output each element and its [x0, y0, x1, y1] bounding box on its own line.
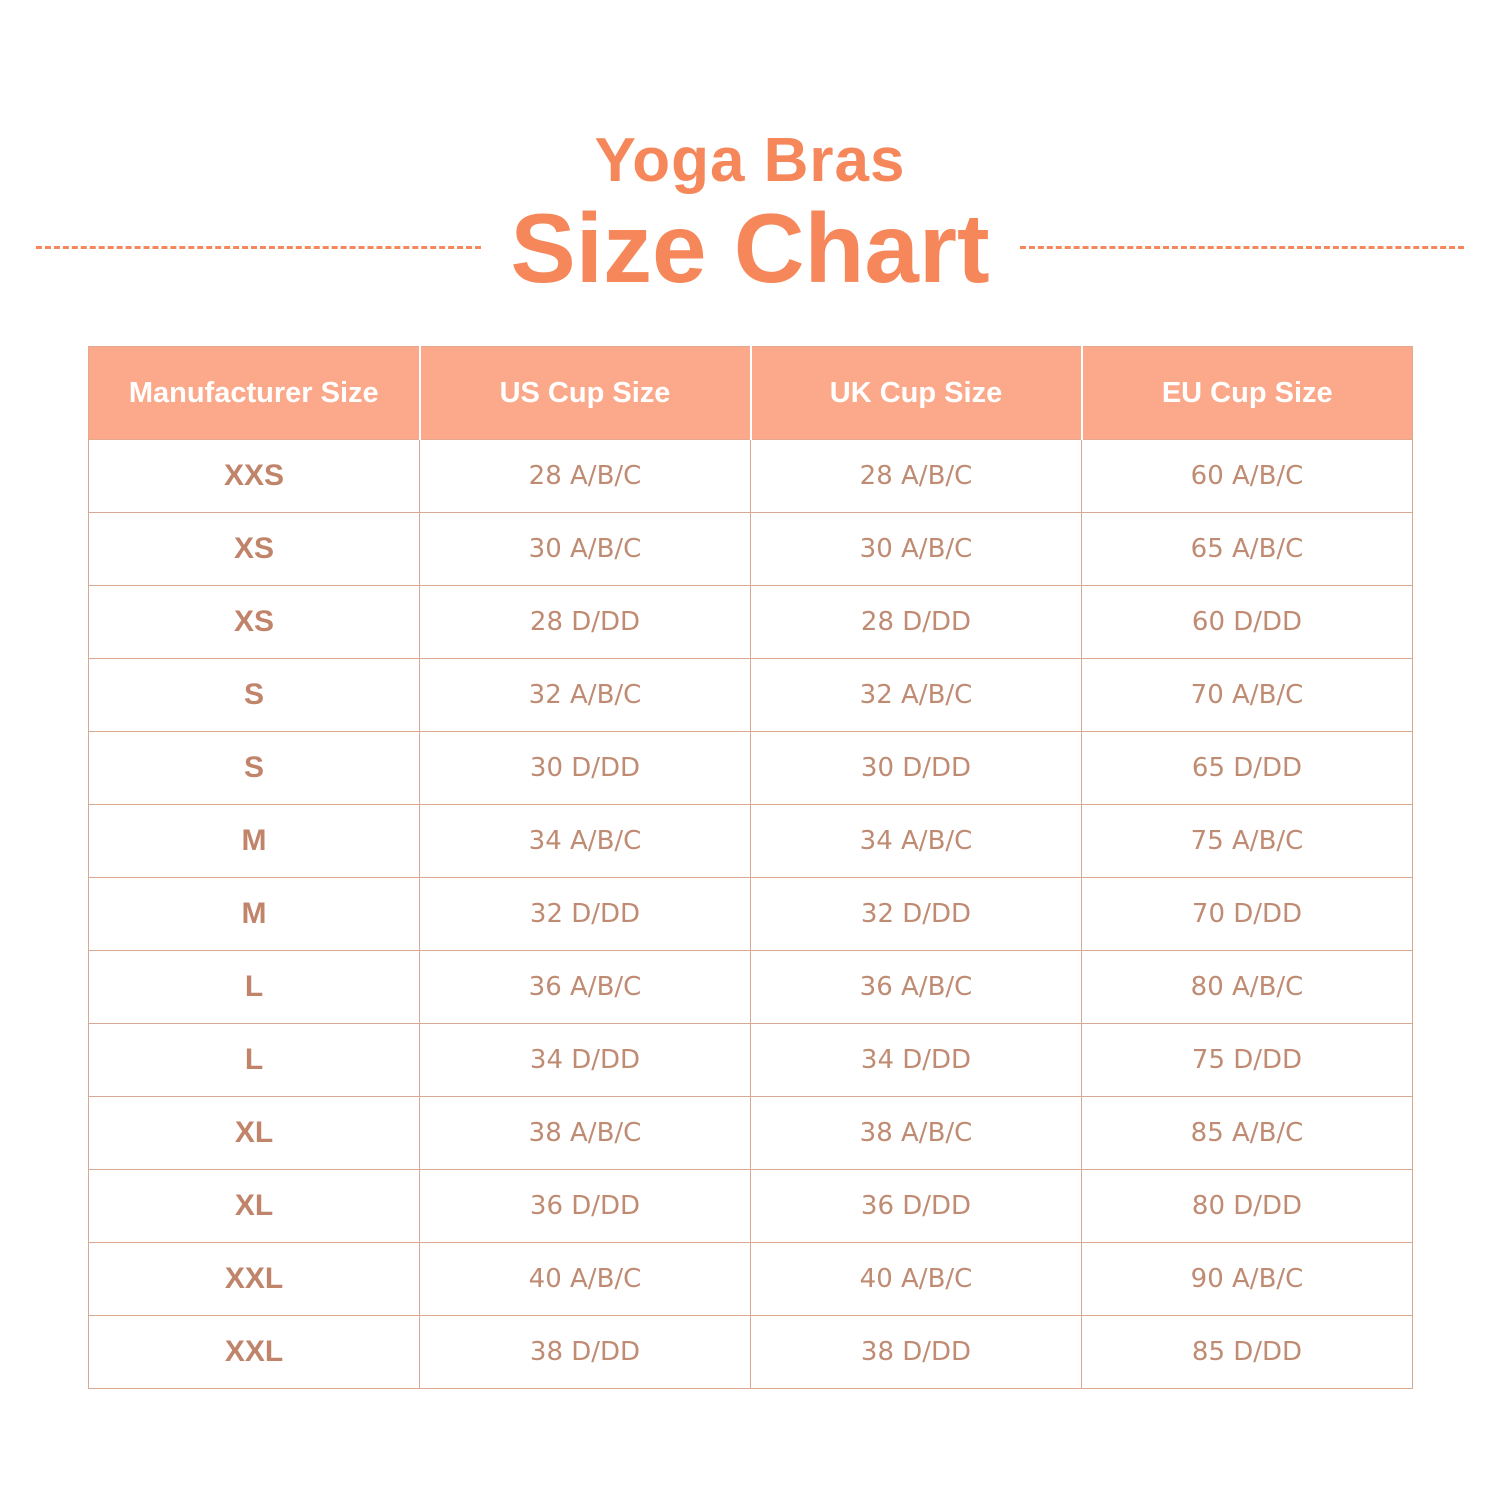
- eu-cup-size-cell: 85 D/DD: [1082, 1316, 1413, 1389]
- manufacturer-size-cell: M: [89, 805, 420, 878]
- table-row: [89, 878, 1413, 951]
- manufacturer-size-cell: L: [89, 951, 420, 1024]
- uk-cup-size-cell: 38 D/DD: [751, 1316, 1082, 1389]
- uk-cup-size-cell: 28 A/B/C: [751, 440, 1082, 513]
- manufacturer-size-cell: L: [89, 1024, 420, 1097]
- us-cup-size-cell: 38 A/B/C: [420, 1097, 751, 1170]
- page-title: Size Chart: [510, 193, 990, 303]
- eu-cup-size-cell: 60 D/DD: [1082, 586, 1413, 659]
- manufacturer-size-cell: XXS: [89, 440, 420, 513]
- eu-cup-size-cell: 90 A/B/C: [1082, 1243, 1413, 1316]
- eu-cup-size-cell: 80 D/DD: [1082, 1170, 1413, 1243]
- table-header-row: [89, 347, 1413, 440]
- us-cup-size-cell: 36 A/B/C: [420, 951, 751, 1024]
- uk-cup-size-cell: 32 A/B/C: [751, 659, 1082, 732]
- uk-cup-size-cell: 36 D/DD: [751, 1170, 1082, 1243]
- table-row: [89, 1243, 1413, 1316]
- manufacturer-size-cell: XL: [89, 1170, 420, 1243]
- us-cup-size-cell: 34 D/DD: [420, 1024, 751, 1097]
- title-row: [0, 193, 1500, 303]
- eu-cup-size-cell: 85 A/B/C: [1082, 1097, 1413, 1170]
- manufacturer-size-cell: XS: [89, 586, 420, 659]
- us-cup-size-cell: 36 D/DD: [420, 1170, 751, 1243]
- eu-cup-size-cell: 75 A/B/C: [1082, 805, 1413, 878]
- chart-subtitle: Yoga Bras: [594, 126, 906, 195]
- us-cup-size-cell: 34 A/B/C: [420, 805, 751, 878]
- table-body: [89, 440, 1413, 1389]
- table-row: [89, 1097, 1413, 1170]
- us-cup-size-cell: 30 D/DD: [420, 732, 751, 805]
- uk-cup-size-cell: 32 D/DD: [751, 878, 1082, 951]
- manufacturer-size-cell: S: [89, 732, 420, 805]
- column-header-us-cup-size: US Cup Size: [420, 347, 751, 440]
- manufacturer-size-cell: S: [89, 659, 420, 732]
- table-row: [89, 440, 1413, 513]
- eu-cup-size-cell: 60 A/B/C: [1082, 440, 1413, 513]
- table-row: [89, 1316, 1413, 1389]
- us-cup-size-cell: 28 D/DD: [420, 586, 751, 659]
- table-row: [89, 732, 1413, 805]
- eu-cup-size-cell: 70 A/B/C: [1082, 659, 1413, 732]
- uk-cup-size-cell: 40 A/B/C: [751, 1243, 1082, 1316]
- column-header-eu-cup-size: EU Cup Size: [1082, 347, 1413, 440]
- us-cup-size-cell: 28 A/B/C: [420, 440, 751, 513]
- uk-cup-size-cell: 34 D/DD: [751, 1024, 1082, 1097]
- us-cup-size-cell: 32 A/B/C: [420, 659, 751, 732]
- eu-cup-size-cell: 65 D/DD: [1082, 732, 1413, 805]
- table-row: [89, 1170, 1413, 1243]
- uk-cup-size-cell: 38 A/B/C: [751, 1097, 1082, 1170]
- manufacturer-size-cell: M: [89, 878, 420, 951]
- eu-cup-size-cell: 65 A/B/C: [1082, 513, 1413, 586]
- eu-cup-size-cell: 75 D/DD: [1082, 1024, 1413, 1097]
- dashed-divider-right: [1020, 246, 1464, 249]
- manufacturer-size-cell: XL: [89, 1097, 420, 1170]
- dashed-divider-left: [36, 246, 481, 249]
- manufacturer-size-cell: XXL: [89, 1316, 420, 1389]
- table-row: [89, 805, 1413, 878]
- us-cup-size-cell: 40 A/B/C: [420, 1243, 751, 1316]
- table-row: [89, 586, 1413, 659]
- us-cup-size-cell: 30 A/B/C: [420, 513, 751, 586]
- column-header-uk-cup-size: UK Cup Size: [751, 347, 1082, 440]
- us-cup-size-cell: 32 D/DD: [420, 878, 751, 951]
- manufacturer-size-cell: XS: [89, 513, 420, 586]
- uk-cup-size-cell: 36 A/B/C: [751, 951, 1082, 1024]
- table-row: [89, 1024, 1413, 1097]
- column-header-manufacturer-size: Manufacturer Size: [89, 347, 420, 440]
- uk-cup-size-cell: 30 A/B/C: [751, 513, 1082, 586]
- size-chart-table: [88, 346, 1413, 1389]
- table-row: [89, 659, 1413, 732]
- manufacturer-size-cell: XXL: [89, 1243, 420, 1316]
- us-cup-size-cell: 38 D/DD: [420, 1316, 751, 1389]
- eu-cup-size-cell: 70 D/DD: [1082, 878, 1413, 951]
- table-row: [89, 513, 1413, 586]
- uk-cup-size-cell: 30 D/DD: [751, 732, 1082, 805]
- eu-cup-size-cell: 80 A/B/C: [1082, 951, 1413, 1024]
- table-row: [89, 951, 1413, 1024]
- uk-cup-size-cell: 28 D/DD: [751, 586, 1082, 659]
- uk-cup-size-cell: 34 A/B/C: [751, 805, 1082, 878]
